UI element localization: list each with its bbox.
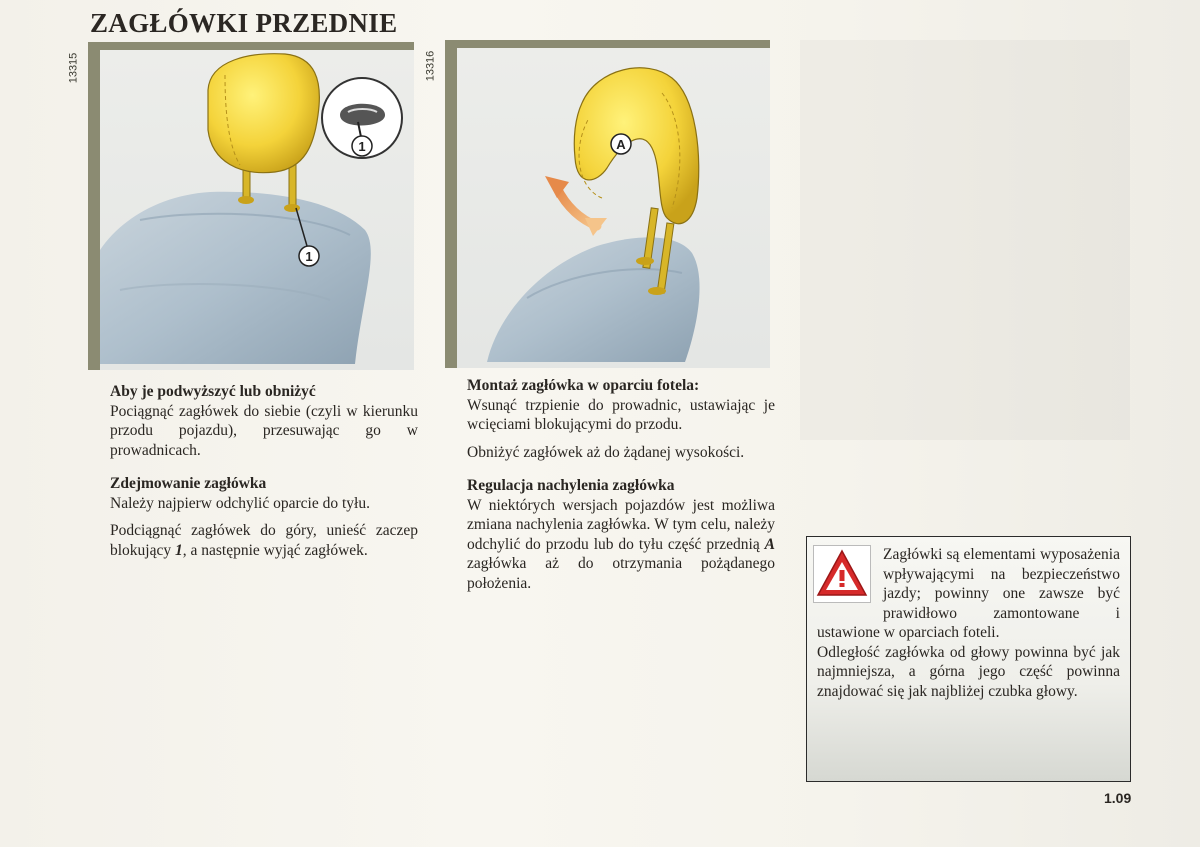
svg-text:1: 1 <box>305 249 313 264</box>
page-title: ZAGŁÓWKI PRZEDNIE <box>90 8 398 38</box>
tilt-heading: Regulacja nachylenia zagłówka <box>467 477 675 494</box>
figure-headrest-height <box>67 42 414 370</box>
removal-heading: Zdejmowanie zagłówka <box>110 475 267 492</box>
callout-1-bottom <box>299 246 319 266</box>
tilt-arrow-icon <box>545 176 607 236</box>
raise-heading: Aby je podwyższyć lub obniżyć <box>110 383 316 400</box>
left-text-column <box>110 382 418 560</box>
warning-text-1: Zagłówki są elementami wyposażenia wpływającymi na bezpieczeństwo jazdy; powinny one zawsze być prawidłowo zamontowane i ustawione w oparciach foteli. <box>817 546 1120 641</box>
svg-text:A: A <box>616 137 626 152</box>
figure-image <box>457 48 770 368</box>
bleed-through-panel <box>800 40 1130 440</box>
warning-text-2: Odległość zagłówka od głowy powinna być jak najmniejsza, a górna jego część powinna znajdować się jak najbliżej czubka głowy. <box>817 643 1120 700</box>
page-number: 1.09 <box>1104 790 1132 806</box>
warning-triangle-icon <box>813 545 871 603</box>
tilt-text: W niektórych wersjach pojazdów jest możliwa zmiana nachylenia zagłówka. W tym celu, należy odchylić do przodu lub do tyłu część przednią A zagłówka aż do otrzymania pożądanego położenia. <box>467 496 775 592</box>
removal-text-2: Podciągnąć zagłówek do góry, unieść zaczep blokujący 1, a następnie wyjąć zagłówek. <box>110 522 418 559</box>
svg-text:1: 1 <box>358 139 366 154</box>
warning-box <box>806 536 1131 782</box>
callout-A <box>611 134 631 154</box>
headrest-height-illustration <box>100 50 414 364</box>
mount-text-2: Obniżyć zagłówek aż do żądanej wysokości. <box>467 443 745 461</box>
headrest-tilt-illustration <box>457 48 770 362</box>
figure-number-right: 13316 <box>424 50 437 82</box>
figure-image <box>100 50 414 370</box>
middle-text-column <box>467 376 775 593</box>
figure-number-left: 13315 <box>67 52 80 84</box>
mount-heading: Montaż zagłówka w oparciu fotela: <box>467 377 700 394</box>
removal-text-1: Należy najpierw odchylić oparcie do tyłu. <box>110 494 370 512</box>
figure-headrest-tilt <box>424 40 770 368</box>
mount-text-1: Wsunąć trzpienie do prowadnic, ustawiając je wcięciami blokującymi do przodu. <box>467 396 775 433</box>
raise-text: Pociągnąć zagłówek do siebie (czyli w kierunku przodu pojazdu), przesuwając go w prowadnicach. <box>110 402 418 459</box>
callout-1-top <box>352 136 372 156</box>
